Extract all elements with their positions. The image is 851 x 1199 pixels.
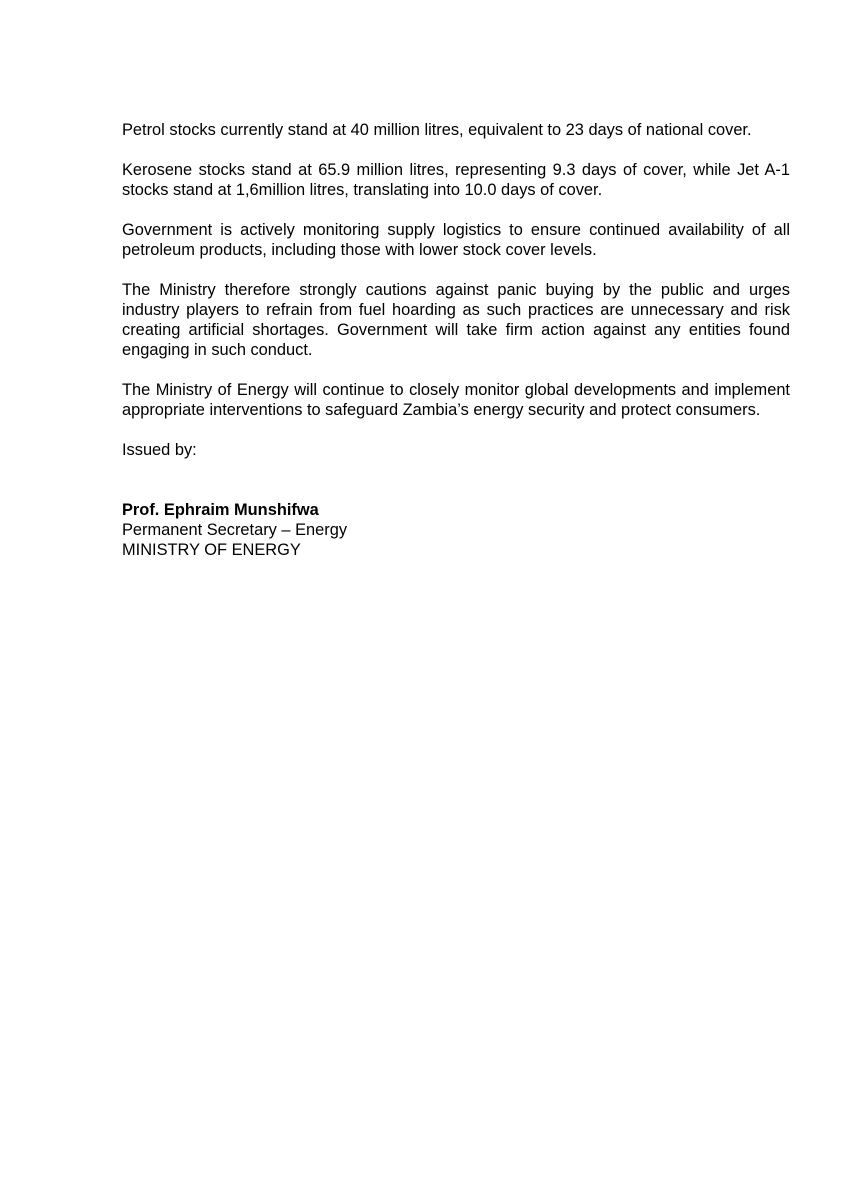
signatory-name: Prof. Ephraim Munshifwa [122, 501, 319, 519]
signatory-organization: MINISTRY OF ENERGY [122, 541, 301, 559]
issued-by-label: Issued by: [122, 441, 197, 459]
paragraph-ministry-commitment: The Ministry of Energy will continue to closely monitor global developments and implement appropriate interventions to safeguard Zambia’s energy security and protect consumers. [122, 381, 790, 419]
paragraph-kerosene-jet-stocks: Kerosene stocks stand at 65.9 million litres, representing 9.3 days of cover, while Jet A-1 stocks stand at 1,6million litres, translating into 10.0 days of cover. [122, 161, 790, 199]
document-body [122, 120, 790, 560]
paragraph-panic-buying-caution: The Ministry therefore strongly cautions against panic buying by the public and urges industry players to refrain from fuel hoarding as such practices are unnecessary and risk creating artificial shortages. Government will take firm action against any entities found engaging in such conduct. [122, 281, 790, 359]
signature-block [122, 500, 790, 560]
paragraph-petrol-stocks: Petrol stocks currently stand at 40 million litres, equivalent to 23 days of national cover. [122, 121, 752, 139]
signatory-title: Permanent Secretary – Energy [122, 521, 348, 539]
paragraph-supply-monitoring: Government is actively monitoring supply logistics to ensure continued availability of all petroleum products, including those with lower stock cover levels. [122, 221, 790, 259]
